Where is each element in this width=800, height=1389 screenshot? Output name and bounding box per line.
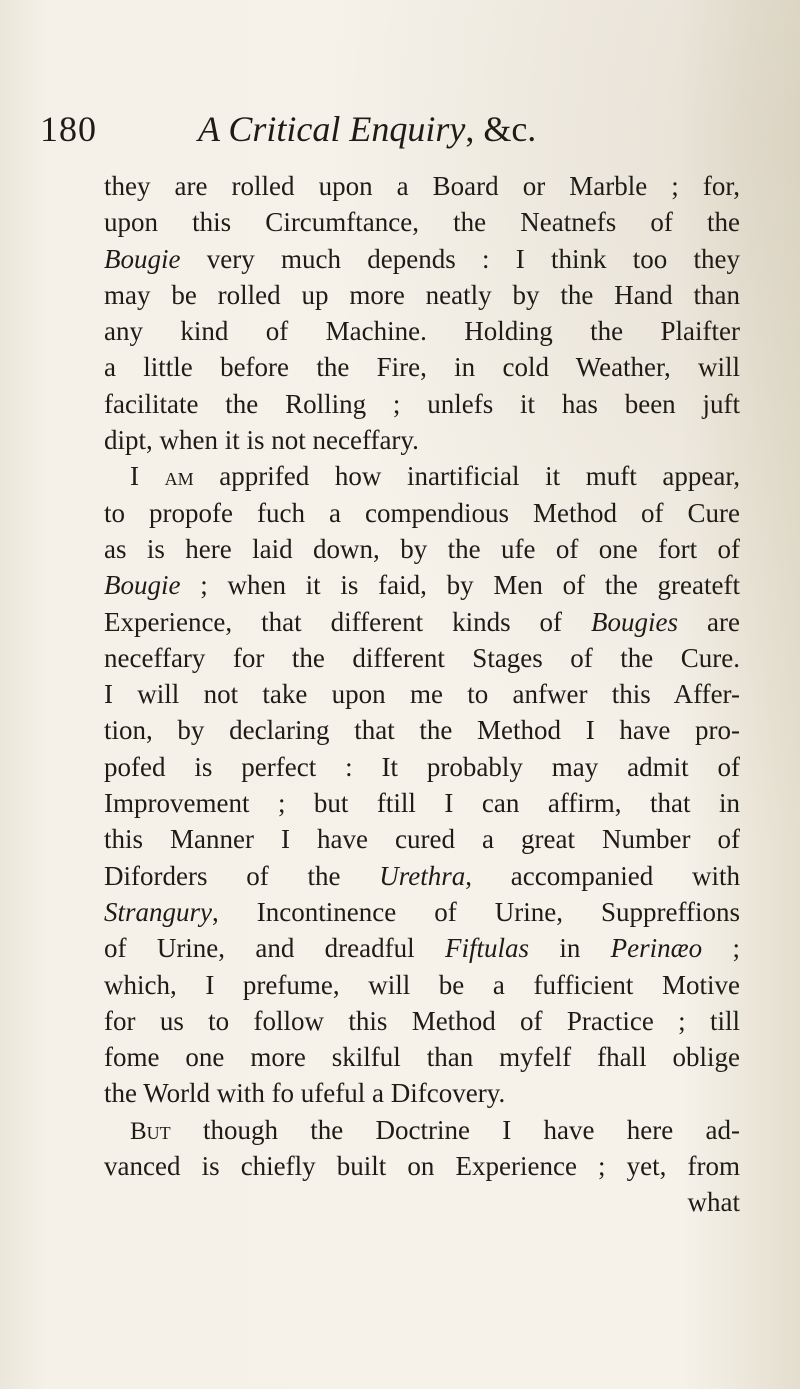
italic-term: Urethra [379,860,466,891]
text-run: apprifed how inartificial it muft appear, [193,461,740,492]
italic-term: Perinæo [610,933,703,964]
text-run: the World with fo ufeful a Difcovery. [104,1078,506,1109]
text-run: this Manner I have cured a great Number of [104,824,740,855]
text-line [104,168,740,204]
text-run: vanced is chiefly built on Experience ; yet, from [104,1151,740,1182]
text-run: I [130,461,165,492]
text-run: may be rolled up more neatly by the Hand than [104,279,740,310]
text-run: for us to follow this Method of Practice ; till [104,1005,740,1036]
text-run: of Urine, and dreadful [104,933,445,964]
text-line [104,1075,740,1111]
text-line [104,712,740,748]
text-line [104,858,740,894]
text-line [104,894,740,930]
text-run: , Incontinence of Urine, Suppreffions [212,896,740,927]
text-line [104,1112,740,1148]
text-run: , accompanied with [465,860,740,891]
italic-term: Strangury [104,896,212,927]
text-run: upon this Circumftance, the Neatnefs of the [104,207,740,238]
text-run: in [528,933,611,964]
text-line [104,640,740,676]
text-run: pofed is perfect : It probably may admit of [104,751,740,782]
text-run: facilitate the Rolling ; unlefs it has been juft [104,388,740,419]
text-line [104,1039,740,1075]
text-run: they are rolled upon a Board or Marble ; for, [104,171,740,201]
text-line [104,676,740,712]
text-line [104,241,740,277]
body-text [104,168,740,1221]
text-run: a little before the Fire, in cold Weather, will [104,352,740,383]
running-title-main: A Critical Enquiry [198,109,466,149]
small-caps-word: am [164,464,194,492]
page-header [40,108,740,158]
text-line [104,458,740,494]
text-line [104,204,740,240]
text-run: as is here laid down, by the ufe of one fort of [104,533,740,564]
catchword [104,1184,740,1220]
text-line [104,967,740,1003]
italic-term: Bougie [104,243,181,274]
text-run: Diforders of the [104,860,380,891]
text-run: are [678,606,740,637]
text-line [104,1003,740,1039]
text-run: ; [702,933,740,964]
text-line [104,313,740,349]
text-line [104,277,740,313]
text-line [104,785,740,821]
small-caps-word: But [130,1117,171,1145]
italic-term: Bougie [104,570,181,601]
text-run: neceffary for the different Stages of the Cure. [104,642,740,673]
text-line [104,495,740,531]
text-run: which, I prefume, will be a fufficient Motive [104,969,740,1000]
text-run: tion, by declaring that the Method I have pro- [104,715,740,746]
page-number: 180 [40,109,97,149]
text-line [104,604,740,640]
text-run: to propofe fuch a compendious Method of Cure [104,497,740,528]
text-run: any kind of Machine. Holding the Plaifter [104,316,740,347]
text-run: very much depends : I think too they [180,243,740,274]
text-run: I will not take upon me to anfwer this Affer- [104,679,740,710]
text-run: dipt, when it is not neceffary. [104,425,419,456]
italic-term: Bougies [591,606,679,637]
running-title [198,108,536,150]
running-title-suffix: , &c. [465,109,537,149]
text-line [104,567,740,603]
text-run: though the Doctrine I have here ad- [170,1114,740,1145]
text-line [104,1148,740,1184]
text-line [104,930,740,966]
text-run: what [687,1187,740,1218]
text-line [104,386,740,422]
text-line [104,531,740,567]
text-line [104,422,740,458]
text-run: Experience, that different kinds of [104,606,592,637]
italic-term: Fiftulas [444,933,529,964]
text-run: Improvement ; but ftill I can affirm, that in [104,788,740,819]
text-run: fome one more skilful than myfelf fhall oblige [104,1042,740,1073]
text-line [104,749,740,785]
text-line [104,349,740,385]
text-line [104,821,740,857]
text-run: ; when it is faid, by Men of the greateft [180,570,740,601]
